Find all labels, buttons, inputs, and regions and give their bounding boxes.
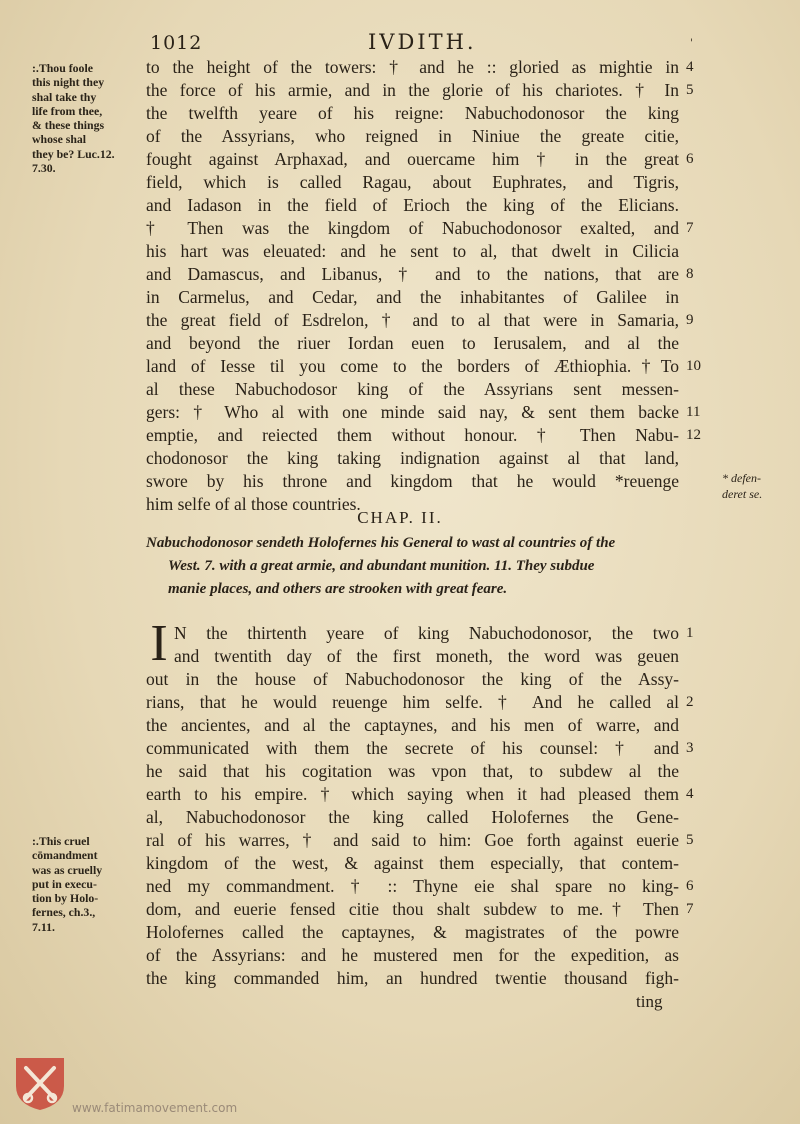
text-line: the twelfth yeare of his reigne: Nabuchodonosor the king (146, 103, 679, 123)
chapter-argument-line: manie places, and others are strooken with great feare. (168, 581, 508, 597)
text-line: his hart was eleuated: and he sent to al, that dwelt in Cilicia (146, 241, 679, 261)
text-line: field, which is called Ragau, about Euphrates, and Tigris, (146, 172, 679, 192)
margin-note-line: was as cruelly (32, 862, 103, 877)
text-line: the force of his armie, and in the glorie of his chariotes. † In (146, 80, 679, 100)
margin-note-line: they be? Luc.12. (32, 146, 115, 161)
margin-note-line: this night they (32, 75, 105, 90)
text-line: the king commanded him, an hundred twentie thousand figh- (146, 968, 679, 988)
margin-note-line: whose shal (32, 132, 87, 147)
margin-note-line: 7.11. (32, 919, 55, 934)
text-line: and beyond the riuer Iordan euen to Ierusalem, and al the (146, 333, 679, 353)
text-line: Holofernes called the captaynes, & magistrates of the powre (146, 922, 679, 942)
verse-number: 12 (686, 427, 701, 443)
text-line: kingdom of the west, & against them especially, that contem- (146, 853, 679, 873)
catchword: ting (636, 992, 663, 1011)
margin-note-line: shal take thy (32, 89, 97, 104)
margin-note-line: put in execu- (32, 876, 97, 891)
margin-note-line: fernes, ch.3., (32, 905, 96, 920)
verse-number: 2 (686, 694, 694, 710)
margin-note-line: & these things (32, 118, 105, 133)
text-line: land of Iesse til you come to the borders of Æthiophia.†To (146, 356, 679, 376)
text-line: and twentith day of the first moneth, the word was geuen (174, 646, 679, 666)
text-line: gers: † Who al with one minde said nay, & sent them backe (146, 402, 679, 422)
verse-number: 11 (686, 404, 701, 420)
margin-note-line: deret se. (722, 487, 763, 501)
text-line: fought against Arphaxad, and ouercame him † in the great (146, 149, 679, 169)
text-line: in Carmelus, and Cedar, and the inhabitantes of Galilee in (146, 287, 679, 307)
text-line: emptie, and reiected them without honour. † Then Nabu- (146, 425, 679, 445)
verse-number: 3 (686, 740, 694, 756)
text-line: to the height of the towers: † and he :: gloried as mightie in (146, 57, 679, 77)
text-line: the great field of Esdrelon, † and to al that were in Samaria, (146, 310, 679, 330)
text-line: him selfe of al those countries. (146, 494, 361, 514)
text-line: the ancientes, and al the captaynes, and his men of warre, and (146, 715, 679, 735)
text-line: of the Assyrians: and he mustered men for the expedition, as (146, 945, 679, 965)
verse-number: 4 (686, 786, 694, 802)
text-line: and Damascus, and Libanus, † and to the nations, that are (146, 264, 679, 284)
text-line: † Then was the kingdom of Nabuchodonosor exalted, and (146, 218, 679, 238)
text-line: N the thirtenth yeare of king Nabuchodonosor, the two (174, 623, 679, 643)
text-line: and Iadason in the field of Erioch the king of the Elicians. (146, 195, 679, 215)
text-line: swore by his throne and kingdom that he would *reuenge (146, 471, 679, 491)
text-line: ned my commandment. † :: Thyne eie shal spare no king- (146, 876, 679, 896)
margin-note-line: 7.30. (32, 161, 56, 176)
verse-number: 5 (686, 832, 694, 848)
text-line: of the Assyrians, who reigned in Niniue the greate citie, (146, 126, 679, 146)
verse-number: 6 (686, 151, 694, 167)
verse-number: 8 (686, 266, 694, 282)
text-line: chodonosor the king taking indignation against al that land, (146, 448, 679, 468)
text-line: communicated with them the secrete of his counsel: † and (146, 738, 679, 758)
margin-note-line: tion by Holo- (32, 891, 99, 906)
verse-number: 5 (686, 82, 694, 98)
text-line: earth to his empire. † which saying when it had pleased them (146, 784, 679, 804)
text-line: al, Nabuchodonosor the king called Holofernes the Gene- (146, 807, 679, 827)
verse-number: 4 (686, 59, 694, 75)
text-line: ral of his warres, † and said to him: Goe forth against euerie (146, 830, 679, 850)
margin-note-line: :.This cruel (32, 834, 90, 848)
verse-number: 7 (686, 220, 694, 236)
chapter-argument-line: West. 7. with a great armie, and abundant munition. 11. They subdue (168, 558, 595, 574)
margin-note-line: cōmandment (32, 848, 98, 863)
papal-seal-logo (12, 1054, 68, 1112)
verse-number: 1 (686, 625, 694, 641)
verse-number: 6 (686, 878, 694, 894)
margin-note-line: life from thee, (32, 103, 103, 118)
page-number: 1012 (150, 32, 203, 54)
margin-note-line: :.Thou foole (32, 61, 93, 75)
margin-note-bottom (32, 834, 144, 934)
text-line: rians, that he would reuenge him selfe. † And he called al (146, 692, 679, 712)
chapter-argument-line: Nabuchodonosor sendeth Holofernes his General to wast al countries of the (146, 535, 616, 551)
corner-mark: ' (690, 38, 693, 49)
footer-url[interactable]: www.fatimamovement.com (72, 1101, 238, 1115)
running-title: IVDITH. (368, 30, 477, 54)
verse-number: 9 (686, 312, 694, 328)
chapter-heading: CHAP. II. (357, 508, 443, 527)
text-line: out in the house of Nabuchodonosor the king of the Assy- (146, 669, 679, 689)
margin-note-line: * defen- (722, 471, 761, 485)
margin-note-top (32, 61, 144, 175)
text-line: he said that his cogitation was vpon that, to subdew al the (146, 761, 679, 781)
text-line: dom, and euerie fensed citie thou shalt subdew to me.† Then (146, 899, 679, 919)
verse-number: 10 (686, 358, 701, 374)
margin-note-right (722, 470, 792, 502)
drop-cap-initial: I (150, 615, 168, 672)
verse-number: 7 (686, 901, 694, 917)
text-line: al these Nabuchodosor king of the Assyrians sent messen- (146, 379, 679, 399)
